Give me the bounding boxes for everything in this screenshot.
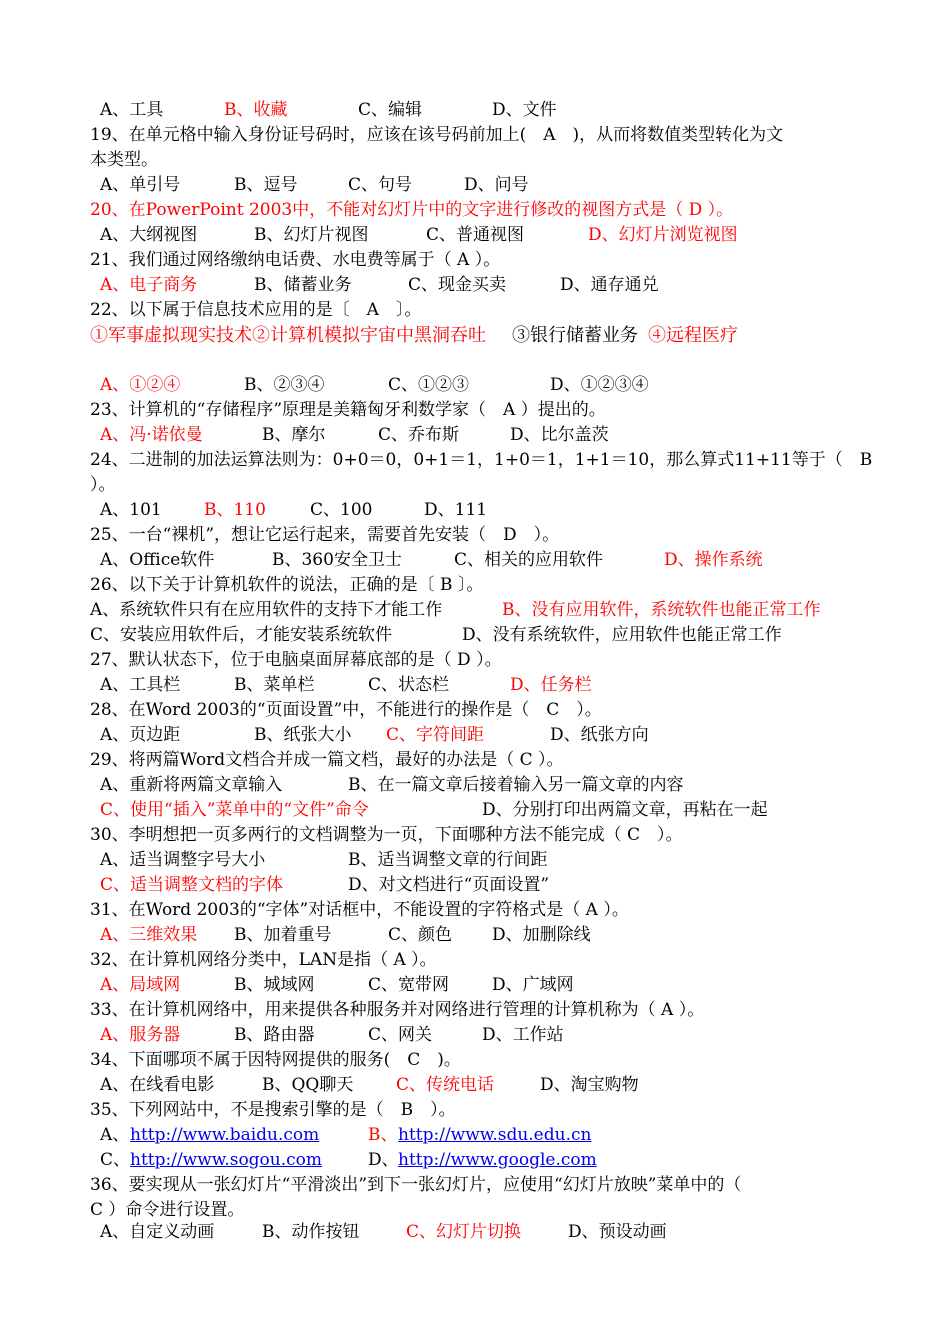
question-21 — [90, 248, 890, 273]
option-label: C、 — [100, 1150, 131, 1170]
option: A、自定义动画 — [100, 1222, 215, 1242]
question-text: 21、我们通过网络缴纳电话费、水电费等属于（ A ）。 — [90, 250, 501, 270]
question-text: 19、在单元格中输入身份证号码时，应该在该号码前加上( A )，从而将数值类型转化为文 — [90, 125, 784, 145]
q34-options — [90, 1073, 890, 1098]
question-22 — [90, 298, 890, 323]
question-text: 本类型。 — [90, 150, 158, 170]
question-24 — [90, 448, 890, 473]
q35-options-ab — [90, 1123, 890, 1148]
link-sdu[interactable]: http://www.sdu.edu.cn — [398, 1125, 592, 1145]
q27-options — [90, 673, 890, 698]
q18-options — [90, 98, 890, 123]
question-32 — [90, 948, 890, 973]
question-text: 30、李明想把一页多两行的文档调整为一页，下面哪种方法不能完成（ C ）。 — [90, 825, 683, 845]
option: B、加着重号 — [234, 925, 332, 945]
q30-options-cd — [90, 873, 890, 898]
question-text: 35、下列网站中，不是搜索引擎的是（ B ）。 — [90, 1100, 456, 1120]
option: C、状态栏 — [368, 675, 450, 695]
q22-options — [90, 373, 890, 398]
option-answer: B、没有应用软件，系统软件也能正常工作 — [502, 600, 821, 620]
q23-options — [90, 423, 890, 448]
option-answer: C、传统电话 — [396, 1075, 495, 1095]
option: D、①②③④ — [550, 375, 649, 395]
option: B、城域网 — [234, 975, 315, 995]
option: D、预设动画 — [568, 1222, 667, 1242]
link-sogou[interactable]: http://www.sogou.com — [130, 1150, 323, 1170]
option: C、乔布斯 — [378, 425, 460, 445]
option: D、通存通兑 — [560, 275, 659, 295]
option-answer: A、局域网 — [100, 975, 181, 995]
question-text: 27、默认状态下，位于电脑桌面屏幕底部的是（ D ）。 — [90, 650, 502, 670]
option: C、宽带网 — [368, 975, 450, 995]
question-33 — [90, 998, 890, 1023]
question-text: C ）命令进行设置。 — [90, 1200, 245, 1220]
q35-options-cd — [90, 1148, 890, 1173]
option: A、工具栏 — [100, 675, 181, 695]
question-36 — [90, 1173, 890, 1198]
question-text: 25、一台“裸机”，想让它运行起来，需要首先安装（ D ）。 — [90, 525, 560, 545]
option: A、适当调整字号大小 — [100, 850, 266, 870]
question-text: 33、在计算机网络中，用来提供各种服务并对网络进行管理的计算机称为（ A ）。 — [90, 1000, 705, 1020]
option-answer: D、操作系统 — [664, 550, 763, 570]
option: B、储蓄业务 — [254, 275, 352, 295]
option: B、幻灯片视图 — [254, 225, 369, 245]
link-baidu[interactable]: http://www.baidu.com — [130, 1125, 320, 1145]
option: C、普通视图 — [426, 225, 525, 245]
option: B、摩尔 — [262, 425, 326, 445]
option: A、重新将两篇文章输入 — [100, 775, 283, 795]
q33-options — [90, 1023, 890, 1048]
question-text: 28、在Word 2003的“页面设置”中，不能进行的操作是（ C ）。 — [90, 700, 602, 720]
option: D、工作站 — [482, 1025, 564, 1045]
option-answer: C、适当调整文档的字体 — [100, 875, 284, 895]
q29-options-cd — [90, 798, 890, 823]
question-20 — [90, 198, 890, 223]
option: D、对文档进行“页面设置” — [348, 875, 550, 895]
q36-options — [90, 1220, 890, 1245]
question-text: 23、计算机的“存储程序”原理是美籍匈牙利数学家（ A ）提出的。 — [90, 400, 606, 420]
option-answer: A、冯·诺依曼 — [100, 425, 203, 445]
option: A、大纲视图 — [100, 225, 198, 245]
option: C、①②③ — [388, 375, 470, 395]
option: A、系统软件只有在应用软件的支持下才能工作 — [90, 600, 443, 620]
link-google[interactable]: http://www.google.com — [398, 1150, 597, 1170]
q20-options — [90, 223, 890, 248]
question-28 — [90, 698, 890, 723]
question-27 — [90, 648, 890, 673]
option-answer: B、收藏 — [224, 100, 288, 120]
option: D、加删除线 — [492, 925, 591, 945]
question-31 — [90, 898, 890, 923]
option: D、问号 — [464, 175, 529, 195]
item-list-red: ①军事虚拟现实技术②计算机模拟宇宙中黑洞吞吐 — [90, 325, 486, 346]
option: B、360安全卫士 — [272, 550, 402, 570]
q25-options — [90, 548, 890, 573]
option-answer: A、①②④ — [100, 375, 181, 395]
question-19 — [90, 123, 890, 148]
q19-options — [90, 173, 890, 198]
option: A、单引号 — [100, 175, 181, 195]
option: A、页边距 — [100, 725, 181, 745]
question-29 — [90, 748, 890, 773]
option: C、句号 — [348, 175, 413, 195]
option-answer: D、任务栏 — [510, 675, 592, 695]
question-text: 20、在PowerPoint 2003中，不能对幻灯片中的文字进行修改的视图方式是（ D ）。 — [90, 200, 734, 220]
option: D、分别打印出两篇文章，再粘在一起 — [482, 800, 768, 820]
option: A、在线看电影 — [100, 1075, 215, 1095]
q30-options-ab — [90, 848, 890, 873]
question-text: 22、以下属于信息技术应用的是〔 A 〕。 — [90, 300, 422, 320]
question-24-cont — [90, 473, 890, 498]
q31-options — [90, 923, 890, 948]
option: B、适当调整文章的行间距 — [348, 850, 548, 870]
option: B、QQ聊天 — [262, 1075, 354, 1095]
option: D、淘宝购物 — [540, 1075, 639, 1095]
item-list-red: ④远程医疗 — [648, 325, 738, 346]
option-answer: A、服务器 — [100, 1025, 181, 1045]
q29-options-ab — [90, 773, 890, 798]
q24-options — [90, 498, 890, 523]
option-answer: B、110 — [204, 500, 266, 520]
question-text: 29、将两篇Word文档合并成一篇文档，最好的办法是（ C ）。 — [90, 750, 564, 770]
option: D、没有系统软件，应用软件也能正常工作 — [462, 625, 782, 645]
option: C、安装应用软件后，才能安装系统软件 — [90, 625, 393, 645]
q32-options — [90, 973, 890, 998]
question-35 — [90, 1098, 890, 1123]
question-23 — [90, 398, 890, 423]
option-label: D、 — [368, 1150, 399, 1170]
option: D、文件 — [492, 100, 557, 120]
option: B、动作按钮 — [262, 1222, 360, 1242]
q26-options-ab — [90, 598, 890, 623]
question-text: 31、在Word 2003的“字体”对话框中，不能设置的字符格式是（ A ）。 — [90, 900, 629, 920]
q28-options — [90, 723, 890, 748]
option: C、100 — [310, 500, 373, 520]
option-label: A、 — [100, 1125, 130, 1145]
option-answer-label: B、 — [368, 1125, 398, 1145]
option: B、纸张大小 — [254, 725, 352, 745]
option: D、广域网 — [492, 975, 574, 995]
question-26 — [90, 573, 890, 598]
option-answer: A、电子商务 — [100, 275, 198, 295]
option: D、111 — [424, 500, 488, 520]
option-answer: D、幻灯片浏览视图 — [588, 225, 738, 245]
option: A、101 — [100, 500, 162, 520]
q22-items — [90, 323, 890, 348]
question-text: 32、在计算机网络分类中，LAN是指（ A ）。 — [90, 950, 437, 970]
q21-options — [90, 273, 890, 298]
option: A、Office软件 — [100, 550, 215, 570]
option: B、②③④ — [244, 375, 325, 395]
option: B、逗号 — [234, 175, 298, 195]
item-list: ③银行储蓄业务 — [512, 325, 638, 346]
question-text: 26、以下关于计算机软件的说法，正确的是〔 B 〕。 — [90, 575, 484, 595]
option: D、比尔盖茨 — [510, 425, 609, 445]
q26-options-cd — [90, 623, 890, 648]
question-34 — [90, 1048, 890, 1073]
option: A、工具 — [100, 100, 164, 120]
option: C、网关 — [368, 1025, 433, 1045]
option-answer: C、字符间距 — [386, 725, 485, 745]
question-text: 36、要实现从一张幻灯片“平滑淡出”到下一张幻灯片，应使用“幻灯片放映”菜单中的（ — [90, 1175, 742, 1195]
option-answer: A、三维效果 — [100, 925, 198, 945]
option: C、编辑 — [358, 100, 423, 120]
question-text: 34、下面哪项不属于因特网提供的服务( C )。 — [90, 1050, 461, 1070]
option: B、菜单栏 — [234, 675, 315, 695]
option-answer: C、幻灯片切换 — [406, 1222, 522, 1242]
question-text: ）。 — [90, 475, 116, 495]
option: B、路由器 — [234, 1025, 315, 1045]
question-25 — [90, 523, 890, 548]
question-text: 24、二进制的加法运算法则为：0+0＝0，0+1＝1，1+0＝1，1+1＝10，那么算式11+11等于（ B — [90, 450, 873, 470]
option: D、纸张方向 — [550, 725, 649, 745]
option-answer: C、使用“插入”菜单中的“文件”命令 — [100, 800, 369, 820]
question-19-cont — [90, 148, 890, 173]
option: B、在一篇文章后接着输入另一篇文章的内容 — [348, 775, 684, 795]
question-30 — [90, 823, 890, 848]
option: C、相关的应用软件 — [454, 550, 604, 570]
option: C、现金买卖 — [408, 275, 507, 295]
option: C、颜色 — [388, 925, 453, 945]
